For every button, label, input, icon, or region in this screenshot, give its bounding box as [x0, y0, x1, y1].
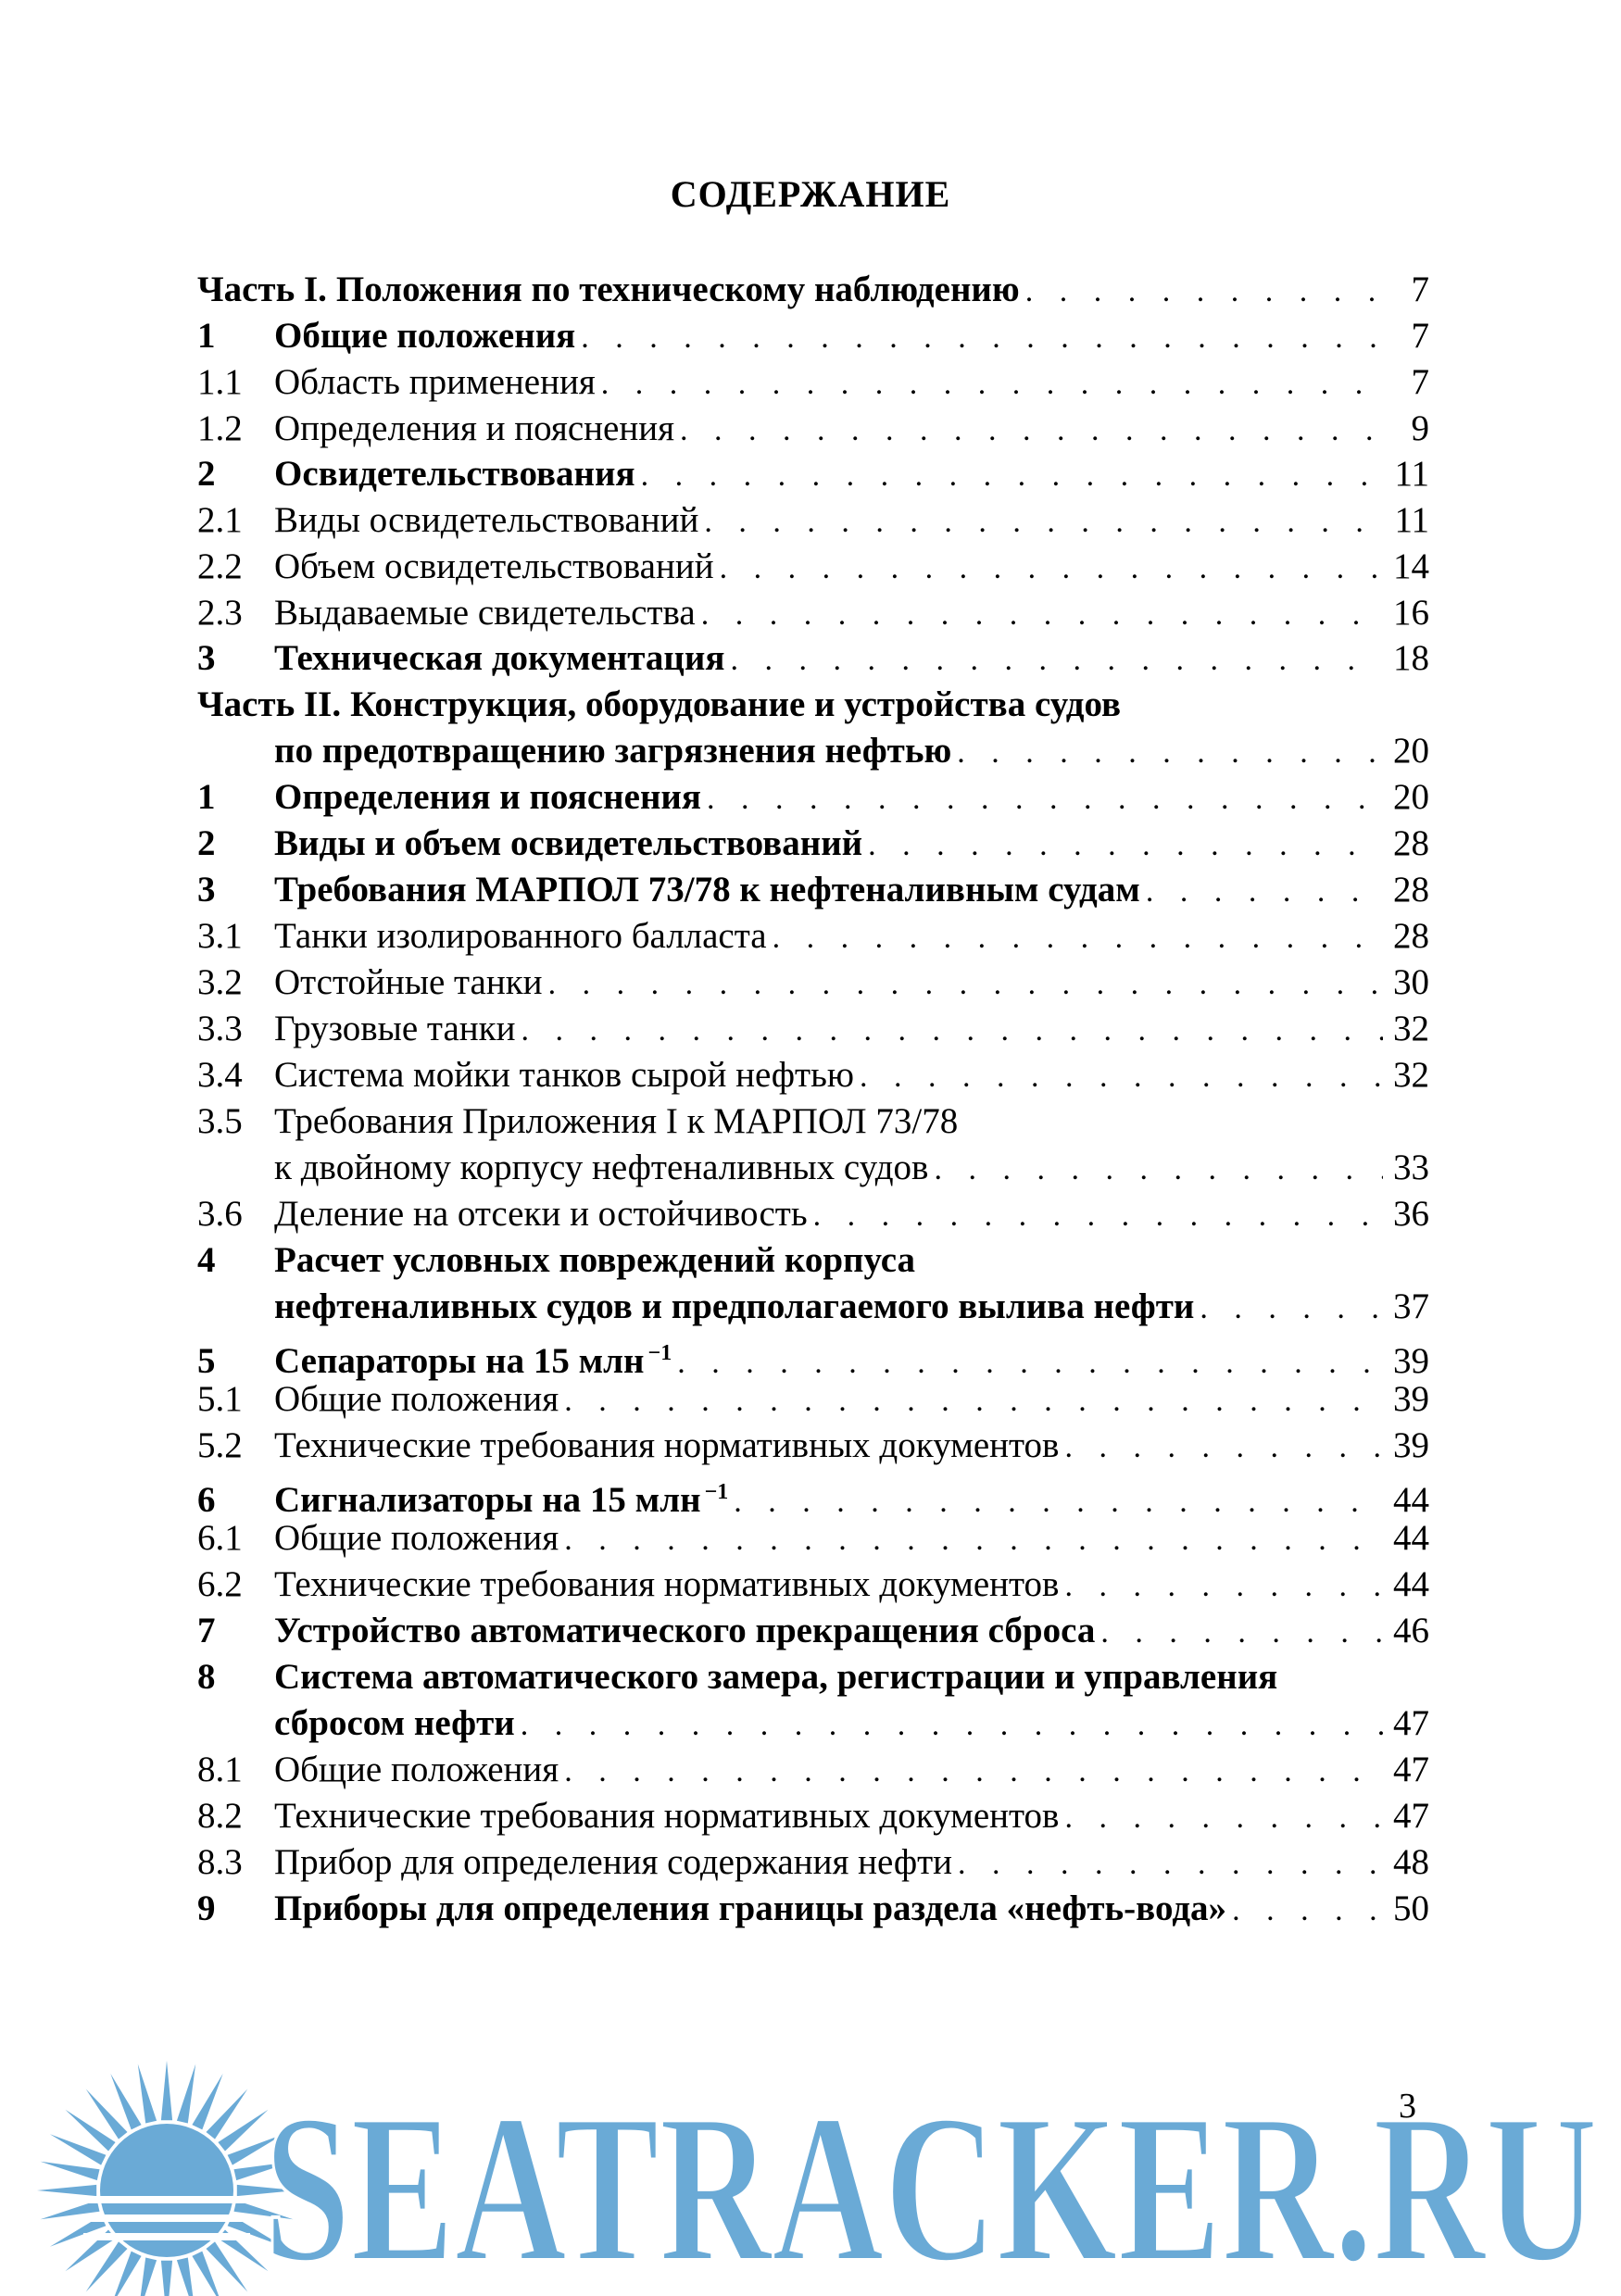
toc-leader-dots [1100, 1610, 1383, 1656]
toc-leader-dots [601, 361, 1383, 408]
toc-entry-title [274, 406, 674, 452]
toc-entry-number: 9 [197, 1888, 216, 1928]
toc-entry-page: 47 [1393, 1750, 1429, 1789]
toc-entry[interactable] [197, 821, 1429, 867]
toc-entry-title-text: Танки изолированного балласта [274, 916, 767, 956]
watermark [255, 2070, 1607, 2283]
toc-entry-title-text: Виды и объем освидетельствований [274, 823, 863, 863]
toc-entry[interactable] [197, 313, 1429, 359]
toc-leader-dots [1232, 1888, 1383, 1934]
toc-entry-page: 28 [1393, 823, 1429, 863]
sun-ray [138, 2064, 157, 2124]
toc-entry-number: 3.6 [197, 1194, 243, 1234]
toc-entry-title-text: Грузовые танки [274, 1009, 516, 1048]
toc-entry-number: 5.2 [197, 1425, 243, 1465]
toc-entry-title [274, 1423, 1059, 1469]
toc-entry-title-text: к двойному корпусу нефтеналивных судов [274, 1148, 929, 1187]
toc-entry-title-text: Система мойки танков сырой нефтью [274, 1055, 854, 1095]
toc-entry-title [350, 682, 1121, 728]
toc-entry-title-text: Деление на отсеки и остойчивость [274, 1194, 808, 1234]
toc-entry-page: 39 [1393, 1425, 1429, 1465]
toc-entry-title-text: по предотвращению загрязнения нефтью [274, 731, 952, 771]
toc-entry[interactable] [197, 1284, 1429, 1330]
toc-entry-number: 3.1 [197, 916, 243, 956]
toc-leader-dots [704, 499, 1383, 546]
toc-entry-title-text: нефтеналивных судов и предполагаемого вылива нефти [274, 1286, 1195, 1326]
toc-entry-page: 9 [1411, 408, 1429, 448]
toc-entry-title-text: Освидетельствования [274, 454, 635, 494]
toc-entry-title [274, 1839, 952, 1886]
toc-entry-title-text: Прибор для определения содержания нефти [274, 1842, 953, 1882]
toc-leader-dots [564, 1749, 1383, 1795]
toc-entry[interactable] [197, 1423, 1429, 1469]
toc-entry-number: 5 [197, 1341, 216, 1381]
toc-entry-page: 33 [1393, 1148, 1429, 1187]
sun-ray [161, 2061, 172, 2120]
toc-entry-superscript: −1 [647, 1341, 672, 1365]
toc-entry-number: 2.3 [197, 593, 243, 633]
toc-entry-title-text: Требования МАРПОЛ 73/78 к нефтеналивным судам [274, 870, 1140, 910]
toc-entry-page: 47 [1393, 1796, 1429, 1836]
toc-entry-page: 44 [1393, 1480, 1429, 1520]
toc-entry-number: 3 [197, 870, 216, 910]
toc-entry-page: 20 [1393, 731, 1429, 771]
toc-entry-number: 2.1 [197, 500, 243, 540]
toc-entry-title-text: Общие положения [274, 1379, 559, 1419]
toc-entry[interactable] [197, 1469, 1429, 1520]
toc-entry-page: 39 [1393, 1379, 1429, 1419]
toc-entry-title-text: Технические требования нормативных документов [274, 1564, 1060, 1604]
toc-entry-number: Часть I. [197, 270, 327, 309]
toc-entry[interactable] [197, 1886, 1429, 1932]
toc-entry-number: 8.2 [197, 1796, 243, 1836]
toc-entry-number: 8 [197, 1657, 216, 1697]
toc-entry-page: 28 [1393, 916, 1429, 956]
toc-entry[interactable] [197, 1515, 1429, 1562]
toc-entry[interactable] [197, 913, 1429, 960]
toc-entry-title [274, 774, 701, 821]
toc-entry-page: 14 [1393, 546, 1429, 586]
toc-leader-dots [564, 1517, 1383, 1563]
toc-entry-number: 6.2 [197, 1564, 243, 1604]
toc-entry-title [274, 1376, 559, 1423]
toc-entry-title [336, 267, 1020, 313]
toc-entry-page: 36 [1393, 1194, 1429, 1234]
toc-entry-page: 11 [1394, 454, 1429, 494]
toc-entry[interactable] [197, 1145, 1429, 1191]
toc-entry-title-text: Устройство автоматического прекращения сброса [274, 1611, 1096, 1650]
toc-entry-number: 3 [197, 638, 216, 678]
toc-entry-title [274, 960, 543, 1006]
toc-entry-title [274, 1515, 559, 1562]
toc-entry-title [274, 1562, 1059, 1608]
toc-entry-page: 7 [1411, 316, 1429, 356]
toc-leader-dots [1146, 869, 1383, 915]
toc-entry-title [274, 1886, 1226, 1932]
toc-entry-title [274, 1237, 915, 1284]
toc-entry-title [274, 1191, 808, 1237]
toc-entry-number: 1 [197, 777, 216, 817]
toc-entry-title [274, 1608, 1095, 1654]
toc-entry-title [274, 1052, 854, 1098]
toc-entry-title [274, 1006, 515, 1052]
toc-entry-number: 3.3 [197, 1009, 243, 1048]
toc-entry-title [274, 1098, 958, 1145]
toc-leader-dots [813, 1193, 1383, 1239]
toc-leader-dots [730, 637, 1383, 684]
toc-entry[interactable] [197, 1654, 1429, 1700]
toc-leader-dots [680, 408, 1383, 454]
toc-leader-dots [707, 776, 1383, 822]
toc-entry-title-text: Виды освидетельствований [274, 500, 699, 540]
toc-entry-page: 44 [1393, 1518, 1429, 1558]
toc-entry-number: 1 [197, 316, 216, 356]
toc-leader-dots [1064, 1563, 1383, 1610]
toc-leader-dots [564, 1378, 1383, 1424]
toc-entry-title-text: Определения и пояснения [274, 777, 701, 817]
toc-entry-number: 1.1 [197, 362, 243, 402]
toc-entry-page: 7 [1411, 270, 1429, 309]
toc-entry-page: 47 [1393, 1703, 1429, 1743]
toc-entry-number: 2 [197, 823, 216, 863]
toc-leader-dots [860, 1054, 1383, 1100]
toc-entry-title-text: Технические требования нормативных документов [274, 1425, 1060, 1465]
toc-leader-dots [521, 1008, 1383, 1054]
toc-entry-title-text: сбросом нефти [274, 1703, 515, 1743]
toc-entry[interactable] [197, 1098, 1429, 1145]
toc-entry-superscript: −1 [704, 1480, 729, 1504]
toc-entry-title-text: Приборы для определения границы раздела «нефть-вода» [274, 1888, 1227, 1928]
toc-entry-page: 46 [1393, 1611, 1429, 1650]
toc-entry-number: 8.1 [197, 1750, 243, 1789]
sun-ray [37, 2185, 96, 2196]
toc-entry-title-text: Положения по техническому наблюдению [335, 270, 1020, 309]
toc-entry-number: 2 [197, 454, 216, 494]
toc-entry[interactable] [197, 1237, 1429, 1284]
toc-entry-title [274, 451, 635, 497]
toc-entry[interactable] [197, 1052, 1429, 1098]
toc-entry-number: 3.4 [197, 1055, 243, 1095]
toc-entry[interactable] [197, 590, 1429, 636]
toc-leader-dots [957, 730, 1383, 776]
toc-entry-page: 32 [1393, 1055, 1429, 1095]
toc-entry-number: Часть II. [197, 684, 342, 724]
toc-entry-title [274, 497, 698, 544]
toc-entry-title-text: Сепараторы на 15 млн [274, 1341, 645, 1381]
toc-entry[interactable] [197, 635, 1429, 682]
toc-entry-title [274, 867, 1140, 913]
toc-entry[interactable] [197, 1330, 1429, 1381]
toc-leader-dots [958, 1841, 1383, 1888]
toc-entry-page: 18 [1393, 638, 1429, 678]
toc-entry-number: 3.5 [197, 1101, 243, 1141]
toc-entry-title-text: Технические требования нормативных документов [274, 1796, 1060, 1836]
toc-entry-page: 48 [1393, 1842, 1429, 1882]
toc-entry-number: 1.2 [197, 408, 243, 448]
watermark-text: SEATRACKER.RU [264, 2070, 1598, 2283]
toc-entry-title-text: Область применения [274, 362, 596, 402]
toc-leader-dots [1200, 1286, 1383, 1332]
toc-entry[interactable] [197, 1747, 1429, 1793]
toc-entry-page: 37 [1393, 1286, 1429, 1326]
toc-leader-dots [720, 546, 1383, 592]
toc-entry[interactable] [197, 451, 1429, 497]
toc-entry-title-text: Конструкция, оборудование и устройства судов [350, 684, 1122, 724]
toc-entry-page: 20 [1393, 777, 1429, 817]
toc-entry-title-text: Техническая документация [274, 638, 725, 678]
toc-entry-number: 7 [197, 1611, 216, 1650]
toc-entry[interactable] [197, 1700, 1429, 1747]
toc-entry-page: 50 [1393, 1888, 1429, 1928]
toc-entry-page: 28 [1393, 870, 1429, 910]
toc-entry-page: 30 [1393, 962, 1429, 1002]
toc-entry-page: 44 [1393, 1564, 1429, 1604]
toc-entry-number: 5.1 [197, 1379, 243, 1419]
toc-entry-number: 6 [197, 1480, 216, 1520]
toc-entry[interactable] [197, 728, 1429, 774]
toc-entry-title [274, 313, 575, 359]
toc-entry-title [274, 1700, 515, 1747]
toc-leader-dots [773, 915, 1383, 961]
toc-entry-title [274, 590, 696, 636]
sun-ray [138, 2258, 157, 2296]
toc-entry-title-text: Сигнализаторы на 15 млн [274, 1480, 701, 1520]
toc-leader-dots [581, 315, 1383, 361]
toc-entry-title-text: Общие положения [274, 1750, 559, 1789]
toc-leader-dots [934, 1147, 1383, 1193]
toc-entry-title [274, 1654, 1277, 1700]
toc-entry[interactable] [197, 1376, 1429, 1423]
toc-entry-title-text: Отстойные танки [274, 962, 543, 1002]
toc-leader-dots [1025, 269, 1383, 315]
toc-entry[interactable] [197, 267, 1429, 313]
toc-entry[interactable] [197, 682, 1429, 728]
toc-entry-page: 16 [1393, 593, 1429, 633]
toc-leader-dots [1064, 1424, 1383, 1471]
toc-entry-page: 11 [1394, 500, 1429, 540]
toc-entry[interactable] [197, 406, 1429, 452]
toc-entry[interactable] [197, 867, 1429, 913]
toc-entry[interactable] [197, 1839, 1429, 1886]
toc-entry-title-text: Объем освидетельствований [274, 546, 714, 586]
toc-leader-dots [521, 1702, 1383, 1749]
toc-entry-title [274, 359, 596, 406]
toc-entry-title [274, 728, 951, 774]
toc-entry-number: 6.1 [197, 1518, 243, 1558]
toc-entry-title-text: Общие положения [274, 316, 576, 356]
page-number: 3 [1399, 2087, 1416, 2126]
sun-ray [177, 2064, 195, 2124]
toc-leader-dots [868, 822, 1383, 869]
page-title: СОДЕРЖАНИЕ [670, 173, 951, 215]
toc-entry-title-text: Выдаваемые свидетельства [274, 593, 696, 633]
toc-entry-page: 39 [1393, 1341, 1429, 1381]
toc-entry[interactable] [197, 774, 1429, 821]
toc-entry[interactable] [197, 1006, 1429, 1052]
toc-entry-title [274, 635, 724, 682]
toc-leader-dots [1064, 1795, 1383, 1841]
toc-entry[interactable] [197, 497, 1429, 544]
toc-entry-title-text: Расчет условных повреждений корпуса [274, 1240, 916, 1280]
toc-entry[interactable] [197, 1562, 1429, 1608]
toc-entry-title-text: Требования Приложения I к МАРПОЛ 73/78 [274, 1101, 959, 1141]
toc-entry-page: 7 [1411, 362, 1429, 402]
toc-entry-title [274, 1284, 1194, 1330]
sun-ray [177, 2258, 195, 2296]
sun-ray [161, 2261, 172, 2296]
toc-entry-title [274, 821, 862, 867]
toc-entry[interactable] [197, 544, 1429, 590]
toc-entry-page: 32 [1393, 1009, 1429, 1048]
toc-entry-number: 3.2 [197, 962, 243, 1002]
toc-entry-number: 2.2 [197, 546, 243, 586]
toc-entry[interactable] [197, 1191, 1429, 1237]
sun-ray [41, 2162, 100, 2180]
toc-entry-title-text: Определения и пояснения [274, 408, 675, 448]
toc-entry[interactable] [197, 960, 1429, 1006]
toc-entry-title [274, 913, 767, 960]
toc-entry-number: 8.3 [197, 1842, 243, 1882]
toc-entry[interactable] [197, 1608, 1429, 1654]
toc-entry-number: 4 [197, 1240, 216, 1280]
toc-leader-dots [548, 961, 1383, 1008]
toc-entry-title-text: Общие положения [274, 1518, 559, 1558]
toc-leader-dots [701, 592, 1383, 638]
toc-entry-title [274, 544, 714, 590]
toc-entry-title-text: Система автоматического замера, регистрации и управления [274, 1657, 1278, 1697]
toc-entry-title [274, 1793, 1059, 1839]
toc-entry[interactable] [197, 359, 1429, 406]
toc-entry-title [274, 1145, 928, 1191]
toc-entry-title [274, 1747, 559, 1793]
toc-leader-dots [641, 453, 1383, 499]
toc-entry[interactable] [197, 1793, 1429, 1839]
